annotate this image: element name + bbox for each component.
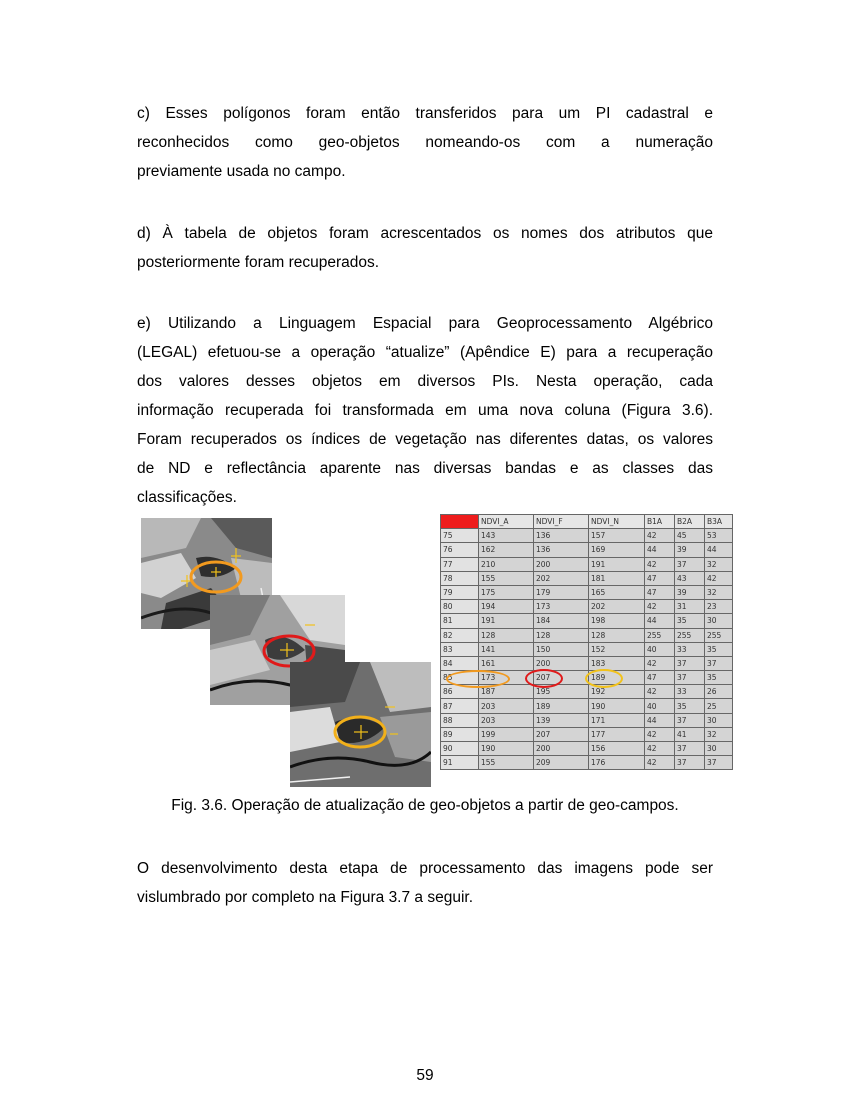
table-cell: 200 (534, 557, 589, 571)
table-row (441, 585, 733, 599)
table-cell: 45 (675, 529, 705, 543)
table-cell: 30 (705, 742, 733, 756)
table-cell: 31 (675, 600, 705, 614)
table-cell: 128 (479, 628, 534, 642)
table-cell: 32 (705, 557, 733, 571)
table-cell: 189 (534, 699, 589, 713)
table-cell: 128 (589, 628, 645, 642)
text-line: informação recuperada foi transformada em uma nova coluna (Figura 3.6). (137, 402, 713, 419)
table-cell: 43 (675, 571, 705, 585)
table-cell: 42 (645, 600, 675, 614)
table-cell: 173 (479, 671, 534, 685)
satellite-image-3 (290, 662, 431, 787)
table-cell: 39 (675, 543, 705, 557)
column-header: B2A (675, 515, 705, 529)
table-cell: 195 (534, 685, 589, 699)
table-cell: 171 (589, 713, 645, 727)
table-cell: 42 (645, 529, 675, 543)
table-cell: 30 (705, 713, 733, 727)
table-cell: 175 (479, 585, 534, 599)
table-cell: 207 (534, 727, 589, 741)
text-line: posteriormente foram recuperados. (137, 254, 380, 271)
table-cell: 42 (645, 685, 675, 699)
table-cell: 37 (675, 742, 705, 756)
table-cell: 128 (534, 628, 589, 642)
figure-caption: Fig. 3.6. Operação de atualização de geo-objetos a partir de geo-campos. (171, 797, 679, 814)
table-cell: 37 (705, 656, 733, 670)
paragraph-c (137, 99, 713, 186)
table-body (441, 529, 733, 770)
table-row (441, 628, 733, 642)
row-id-cell: 81 (441, 614, 479, 628)
table-cell: 42 (645, 742, 675, 756)
table-cell: 194 (479, 600, 534, 614)
table-cell: 47 (645, 671, 675, 685)
table-cell: 183 (589, 656, 645, 670)
table-row (441, 571, 733, 585)
page-number: 59 (416, 1067, 434, 1084)
paragraph-f (137, 854, 713, 912)
table-cell: 210 (479, 557, 534, 571)
table-cell: 39 (675, 585, 705, 599)
table-cell: 37 (675, 671, 705, 685)
row-id-cell: 88 (441, 713, 479, 727)
table-cell: 53 (705, 529, 733, 543)
text-line: d) À tabela de objetos foram acrescentados os nomes dos atributos que (137, 225, 713, 242)
table-cell: 141 (479, 642, 534, 656)
text-line: c) Esses polígonos foram então transferidos para um PI cadastral e (137, 105, 713, 122)
table-cell: 47 (645, 571, 675, 585)
table-cell: 255 (675, 628, 705, 642)
table-cell: 35 (675, 614, 705, 628)
table-cell: 42 (645, 557, 675, 571)
row-id-cell: 76 (441, 543, 479, 557)
text-line: dos valores desses objetos em diversos PIs. Nesta operação, cada (137, 373, 713, 390)
table-cell: 42 (645, 756, 675, 770)
table-row (441, 614, 733, 628)
table-row (441, 600, 733, 614)
table-cell: 32 (705, 727, 733, 741)
table-cell: 44 (645, 713, 675, 727)
row-id-cell: 79 (441, 585, 479, 599)
table-cell: 203 (479, 713, 534, 727)
table-row (441, 713, 733, 727)
table-row (441, 656, 733, 670)
row-id-cell: 91 (441, 756, 479, 770)
table-header-row (441, 515, 733, 529)
table-cell: 26 (705, 685, 733, 699)
text-line: O desenvolvimento desta etapa de processamento das imagens pode ser (137, 860, 713, 877)
table-cell: 165 (589, 585, 645, 599)
table-cell: 191 (589, 557, 645, 571)
table-cell: 47 (645, 585, 675, 599)
table-cell: 177 (589, 727, 645, 741)
table-row (441, 685, 733, 699)
table-cell: 42 (705, 571, 733, 585)
text-line: previamente usada no campo. (137, 163, 346, 180)
table-cell: 37 (675, 656, 705, 670)
text-line: e) Utilizando a Linguagem Espacial para Geoprocessamento Algébrico (137, 315, 713, 332)
table-cell: 23 (705, 600, 733, 614)
table-cell: 35 (705, 642, 733, 656)
table-cell: 255 (645, 628, 675, 642)
table-row (441, 727, 733, 741)
table-cell: 184 (534, 614, 589, 628)
table-cell: 199 (479, 727, 534, 741)
row-id-cell: 89 (441, 727, 479, 741)
column-header: B3A (705, 515, 733, 529)
table-cell: 41 (675, 727, 705, 741)
table-cell: 176 (589, 756, 645, 770)
column-header: NDVI_F (534, 515, 589, 529)
table-cell: 187 (479, 685, 534, 699)
table-cell: 192 (589, 685, 645, 699)
table-cell: 209 (534, 756, 589, 770)
row-id-cell: 78 (441, 571, 479, 585)
row-id-cell: 85 (441, 671, 479, 685)
row-id-cell: 87 (441, 699, 479, 713)
table-cell: 30 (705, 614, 733, 628)
table-cell: 44 (645, 543, 675, 557)
table-cell: 202 (534, 571, 589, 585)
table-row (441, 543, 733, 557)
table-cell: 33 (675, 685, 705, 699)
table-cell: 161 (479, 656, 534, 670)
table-cell: 155 (479, 571, 534, 585)
table-cell: 190 (479, 742, 534, 756)
table-cell: 37 (675, 756, 705, 770)
row-id-cell: 75 (441, 529, 479, 543)
table-cell: 37 (675, 713, 705, 727)
table-row (441, 699, 733, 713)
table-cell: 40 (645, 642, 675, 656)
text-line: Foram recuperados os índices de vegetação nas diferentes datas, os valores (137, 431, 713, 448)
table-cell: 191 (479, 614, 534, 628)
table-cell: 35 (675, 699, 705, 713)
table-cell: 198 (589, 614, 645, 628)
paragraph-d (137, 219, 713, 277)
row-id-cell: 80 (441, 600, 479, 614)
table-cell: 40 (645, 699, 675, 713)
table-cell: 152 (589, 642, 645, 656)
table-cell: 32 (705, 585, 733, 599)
table-cell: 207 (534, 671, 589, 685)
column-header: NDVI_A (479, 515, 534, 529)
table-cell: 202 (589, 600, 645, 614)
table-cell: 35 (705, 671, 733, 685)
column-header: NDVI_N (589, 515, 645, 529)
table-cell: 42 (645, 656, 675, 670)
table-cell: 190 (589, 699, 645, 713)
text-line: de ND e reflectância aparente nas diversas bandas e as classes das (137, 460, 713, 477)
row-id-cell: 83 (441, 642, 479, 656)
row-id-cell: 82 (441, 628, 479, 642)
table-row (441, 642, 733, 656)
table-row (441, 557, 733, 571)
table-cell: 25 (705, 699, 733, 713)
table-cell: 136 (534, 543, 589, 557)
table-cell: 255 (705, 628, 733, 642)
table-cell: 203 (479, 699, 534, 713)
table-cell: 169 (589, 543, 645, 557)
text-line: vislumbrado por completo na Figura 3.7 a seguir. (137, 889, 474, 906)
table-cell: 156 (589, 742, 645, 756)
column-header: B1A (645, 515, 675, 529)
table-row (441, 756, 733, 770)
table-row (441, 529, 733, 543)
table-cell: 200 (534, 656, 589, 670)
table-cell: 179 (534, 585, 589, 599)
table-cell: 200 (534, 742, 589, 756)
table-cell: 37 (705, 756, 733, 770)
row-id-cell: 84 (441, 656, 479, 670)
row-id-cell: 90 (441, 742, 479, 756)
attribute-table (440, 514, 733, 770)
table-row (441, 671, 733, 685)
text-line: reconhecidos como geo-objetos nomeando-os com a numeração (137, 134, 713, 151)
table-row (441, 742, 733, 756)
table-cell: 189 (589, 671, 645, 685)
table-cell: 139 (534, 713, 589, 727)
table-corner-cell (441, 515, 479, 529)
table-cell: 157 (589, 529, 645, 543)
table-cell: 37 (675, 557, 705, 571)
table-cell: 42 (645, 727, 675, 741)
paragraph-e (137, 309, 713, 512)
table-cell: 143 (479, 529, 534, 543)
text-line: (LEGAL) efetuou-se a operação “atualize” (Apêndice E) para a recuperação (137, 344, 713, 361)
table-cell: 181 (589, 571, 645, 585)
text-line: classificações. (137, 489, 237, 506)
table-cell: 33 (675, 642, 705, 656)
table-cell: 162 (479, 543, 534, 557)
row-id-cell: 86 (441, 685, 479, 699)
table-cell: 150 (534, 642, 589, 656)
row-id-cell: 77 (441, 557, 479, 571)
table-cell: 136 (534, 529, 589, 543)
table-cell: 155 (479, 756, 534, 770)
table-cell: 44 (645, 614, 675, 628)
table-cell: 173 (534, 600, 589, 614)
table-cell: 44 (705, 543, 733, 557)
